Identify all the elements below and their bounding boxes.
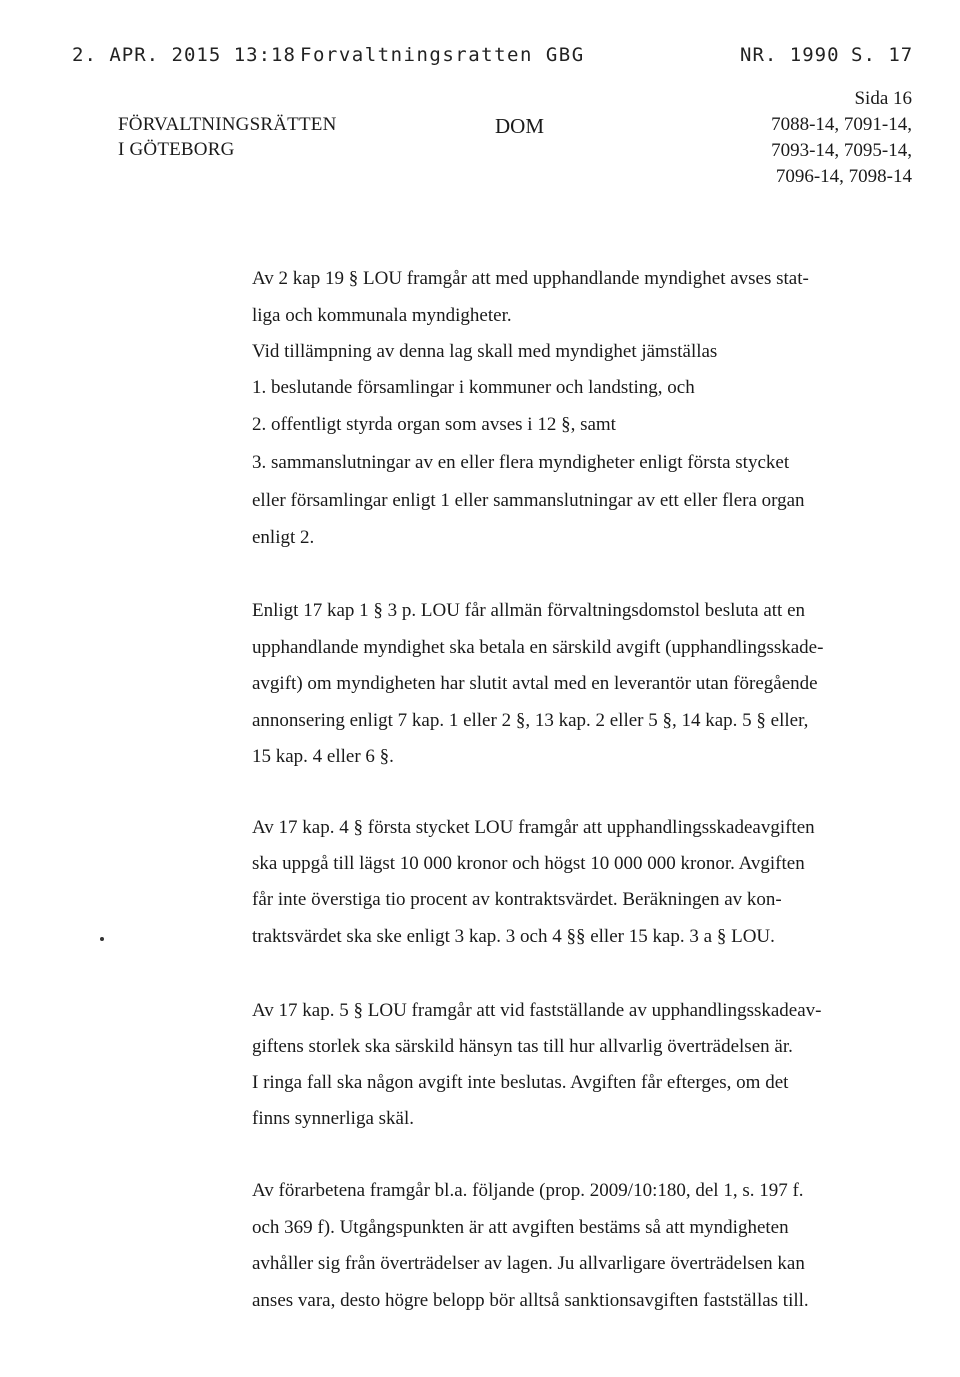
body-line: avgift) om myndigheten har slutit avtal med en leverantör utan föregående — [252, 673, 818, 694]
body-line: finns synnerliga skäl. — [252, 1108, 415, 1129]
body-line: anses vara, desto högre belopp bör alltså sanktionsavgiften fastställas till. — [252, 1290, 809, 1311]
body-line: giftens storlek ska särskild hänsyn tas till hur allvarlig överträdelsen är. — [252, 1036, 793, 1057]
body-line: upphandlande myndighet ska betala en särskild avgift (upphandlingsskade- — [252, 637, 824, 658]
body-line: I ringa fall ska någon avgift inte beslutas. Avgiften får efterges, om det — [252, 1072, 789, 1093]
fax-number: NR. 1990 — [740, 44, 840, 66]
case-numbers-line: 7088-14, 7091-14, — [771, 114, 912, 135]
fax-page: S. 17 — [851, 44, 914, 66]
body-line: 1. beslutande församlingar i kommuner och landsting, och — [252, 377, 695, 398]
body-line: Av förarbetena framgår bl.a. följande (prop. 2009/10:180, del 1, s. 197 f. — [252, 1180, 804, 1201]
body-line: Av 17 kap. 5 § LOU framgår att vid fastställande av upphandlingsskadeav- — [252, 1000, 822, 1021]
fax-header — [0, 44, 960, 74]
page-label: Sida 16 — [854, 88, 912, 109]
body-line: eller församlingar enligt 1 eller sammanslutningar av ett eller flera organ — [252, 490, 805, 511]
case-numbers-line: 7093-14, 7095-14, — [771, 140, 912, 161]
body-line: Vid tillämpning av denna lag skall med myndighet jämställas — [252, 341, 718, 362]
body-line: får inte överstiga tio procent av kontraktsvärdet. Beräkningen av kon- — [252, 889, 782, 910]
margin-mark — [100, 937, 104, 941]
case-numbers-line: 7096-14, 7098-14 — [775, 166, 912, 187]
body-line: annonsering enligt 7 kap. 1 eller 2 §, 13 kap. 2 eller 5 §, 14 kap. 5 § eller, — [252, 710, 809, 731]
body-line: ska uppgå till lägst 10 000 kronor och högst 10 000 000 kronor. Avgiften — [252, 853, 805, 874]
body-line: Av 17 kap. 4 § första stycket LOU framgår att upphandlingsskadeavgiften — [252, 817, 815, 838]
body-line: traktsvärdet ska ske enligt 3 kap. 3 och 4 §§ eller 15 kap. 3 a § LOU. — [252, 926, 775, 947]
body-line: Av 2 kap 19 § LOU framgår att med upphandlande myndighet avses stat- — [252, 268, 809, 289]
document-type: DOM — [495, 114, 545, 138]
body-line: avhåller sig från överträdelser av lagen. Ju allvarligare överträdelsen kan — [252, 1253, 805, 1274]
body-line: Enligt 17 kap 1 § 3 p. LOU får allmän förvaltningsdomstol besluta att en — [252, 600, 806, 621]
body-line: liga och kommunala myndigheter. — [252, 305, 512, 326]
fax-sender: Forvaltningsratten GBG — [300, 44, 585, 66]
body-line: 15 kap. 4 eller 6 §. — [252, 746, 394, 767]
fax-date: 2. APR. 2015 13:18 — [72, 44, 296, 66]
body-line: enligt 2. — [252, 527, 315, 548]
case-info — [0, 86, 960, 190]
court-name-line1: FÖRVALTNINGSRÄTTEN — [118, 114, 337, 135]
body-line: och 369 f). Utgångspunkten är att avgiften bestäms så att myndigheten — [252, 1217, 789, 1238]
body-line: 2. offentligt styrda organ som avses i 12 §, samt — [252, 414, 616, 435]
body-line: 3. sammanslutningar av en eller flera myndigheter enligt första stycket — [252, 452, 790, 473]
court-name-line2: I GÖTEBORG — [118, 139, 235, 160]
